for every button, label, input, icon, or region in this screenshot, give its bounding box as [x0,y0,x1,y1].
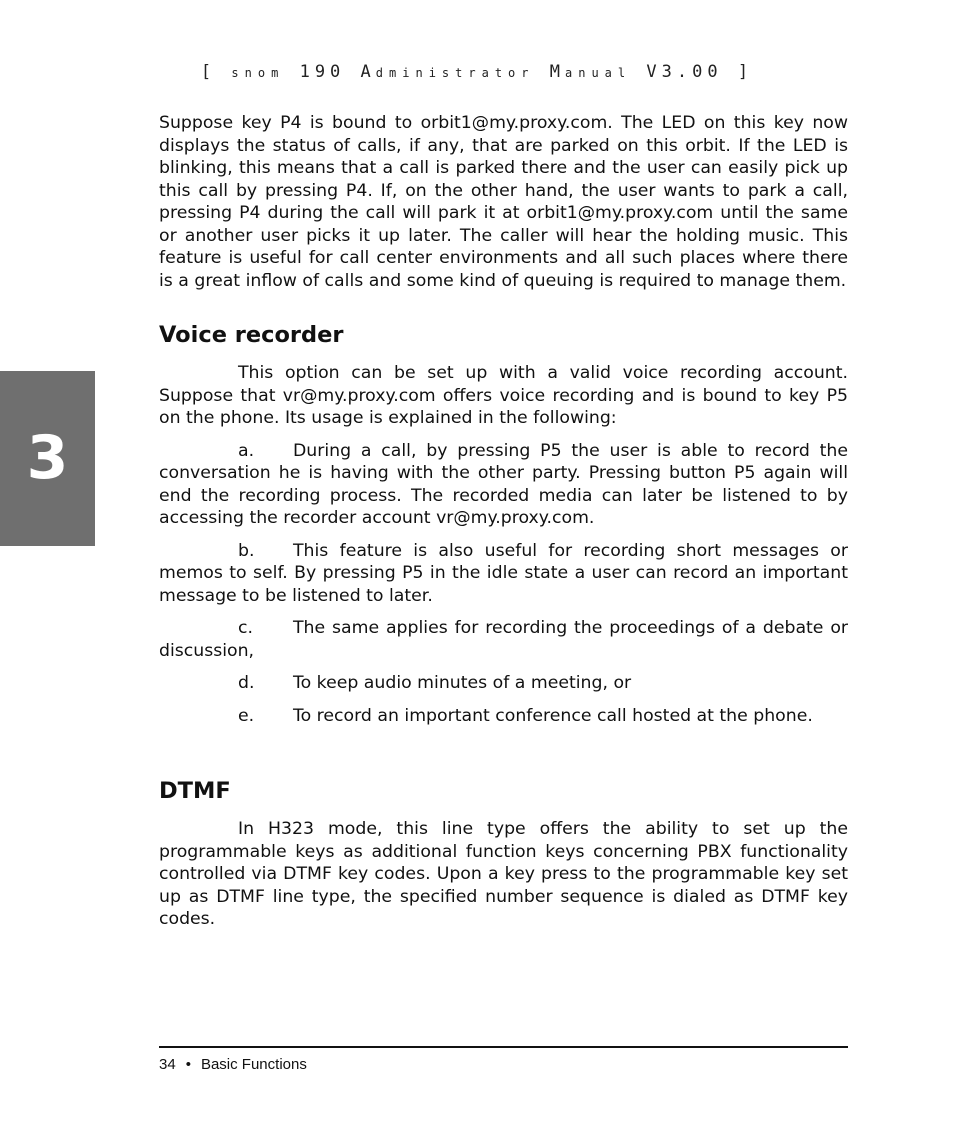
footer-bullet: • [185,1056,191,1073]
page-content [159,112,848,931]
header-manual-initial: M [549,62,565,82]
header-manual-rest: anual [565,66,632,80]
intro-paragraph: Suppose key P4 is bound to orbit1@my.proxy.com. The LED on this key now displays the status of calls, if any, that are parked on this orbit. If the LED is blinking, this means that a call is parked there and the user can easily pick up this call by pressing P4. If, on the other hand, the user wants to park a call, pressing P4 during the call will park it at orbit1@my.proxy.com until the same or another user picks it up later. The caller will hear the holding music. This feature is useful for call center environments and all such places where there is a great inflow of calls and some kind of queuing is required to manage them. [159,113,848,291]
page-footer [159,1056,307,1073]
list-item-text: During a call, by pressing P5 the user is able to record the conversation he is having with the other party. Pressing button P5 again will end the recording process. The recorded media can later be listened to by accessing the recorder account vr@my.proxy.com. [159,440,848,528]
list-item-text: To record an important conference call hosted at the phone. [293,705,813,726]
header-admin-word [361,62,535,82]
list-item-text: This feature is also useful for recording short messages or memos to self. By pressing P5 in the idle state a user can record an important message to be listened to later. [159,540,848,606]
list-marker: a. [238,440,255,461]
header-manual-word [550,62,631,82]
list-item-text: The same applies for recording the proceedings of a debate or discussion, [159,618,848,661]
list-marker: e. [238,705,255,726]
chapter-tab [0,371,95,546]
list-item-c [159,617,848,662]
list-item-a [159,440,848,530]
footer-section: Basic Functions [200,1056,307,1073]
chapter-number: 3 [26,423,69,493]
dtmf-paragraph: In H323 mode, this line type offers the ability to set up the programmable keys as additional function keys concerning PBX functionality controlled via DTMF key codes. Upon a key press to the programmable key set up as DTMF line type, the specified number sequence is dialed as DTMF key codes. [159,819,848,929]
header-version: V3.00 [646,62,723,82]
header-model: 190 [299,62,346,82]
header-bracket-open: [ [200,62,217,82]
header-admin-rest: dministrator [375,66,535,80]
running-header [0,62,954,82]
voice-recorder-heading: Voice recorder [159,322,344,348]
list-item-d [159,672,848,695]
list-item-b [159,540,848,608]
page-number: 34 [159,1056,176,1073]
header-bracket-close: ] [737,62,754,82]
dtmf-heading: DTMF [159,778,231,804]
footer-rule [159,1046,848,1048]
header-brand: snom [231,66,285,80]
list-item-e [159,705,848,728]
list-marker: b. [238,540,255,561]
list-item-text: To keep audio minutes of a meeting, or [293,673,632,693]
list-marker: d. [238,673,255,693]
list-marker: c. [238,618,253,638]
header-admin-initial: A [360,62,376,82]
voice-recorder-intro: This option can be set up with a valid voice recording account. Suppose that vr@my.proxy.com offers voice recording and is bound to key P5 on the phone. Its usage is explained in the following: [159,363,848,428]
